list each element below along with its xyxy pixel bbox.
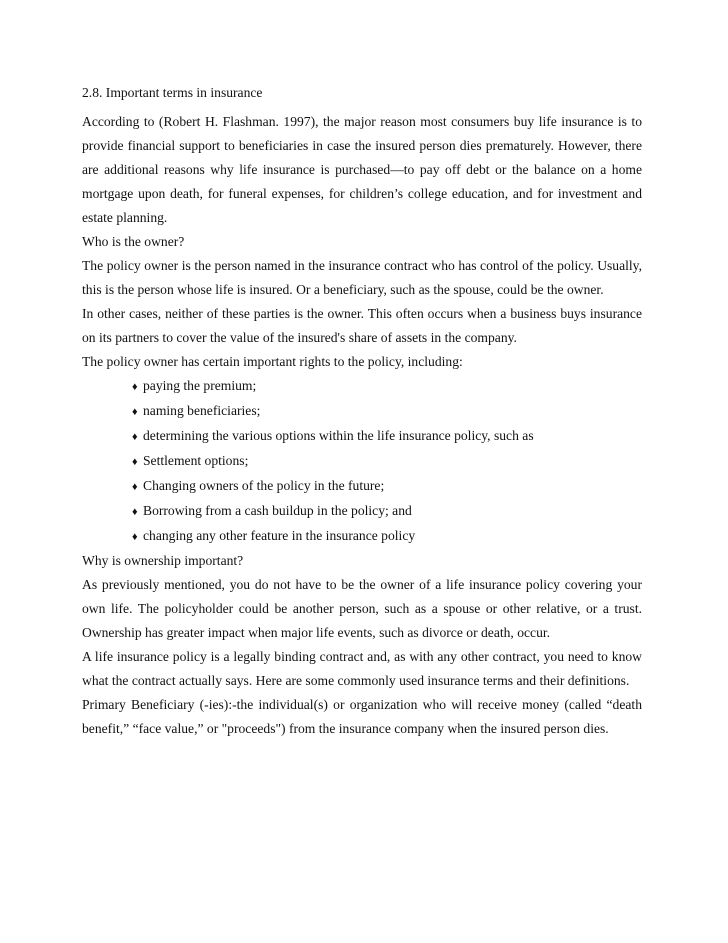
list-item-text: naming beneficiaries;: [143, 403, 261, 418]
paragraph-primary-beneficiary: Primary Beneficiary (-ies):-the individual(s) or organization who will receive money (called “death benefit,” “face value,” or "proceeds") from the insurance company when the insured person dies.: [82, 697, 642, 736]
paragraph-flashman-intro: According to (Robert H. Flashman. 1997), the major reason most consumers buy life insurance is to provide financial support to beneficiaries in case the insured person dies prematurely. However, there are additional reasons why life insurance is purchased—to pay off debt or the balance on a home mortgage upon death, for funeral expenses, for children’s college education, and for investment and estate planning.: [82, 114, 642, 225]
subheading-who-is-owner: Who is the owner?: [82, 234, 185, 249]
document-body: [82, 81, 642, 741]
paragraph-owner-rights: The policy owner has certain important rights to the policy, including:: [82, 354, 463, 369]
paragraph-policy-owner: The policy owner is the person named in the insurance contract who has control of the policy. Usually, this is the person whose life is insured. Or a beneficiary, such as the spouse, could be the owner.: [82, 258, 642, 297]
diamond-bullet-icon: ♦: [132, 431, 138, 443]
diamond-bullet-icon: ♦: [132, 381, 138, 393]
list-item: [82, 474, 642, 499]
list-item: [82, 399, 642, 424]
list-item-text: Settlement options;: [143, 453, 249, 468]
list-item: [82, 374, 642, 399]
diamond-bullet-icon: ♦: [132, 506, 138, 518]
list-item: [82, 524, 642, 549]
list-item-text: determining the various options within the life insurance policy, such as: [143, 428, 534, 443]
list-item-text: Borrowing from a cash buildup in the policy; and: [143, 503, 412, 518]
owner-rights-list: [82, 374, 642, 549]
section-heading: 2.8. Important terms in insurance: [82, 85, 263, 100]
paragraph-previously-mentioned: As previously mentioned, you do not have to be the owner of a life insurance policy covering your own life. The policyholder could be another person, such as a spouse or other relative, or a trust. Ownership has greater impact when major life events, such as divorce or death, occur.: [82, 577, 642, 640]
list-item-text: Changing owners of the policy in the future;: [143, 478, 385, 493]
diamond-bullet-icon: ♦: [132, 406, 138, 418]
list-item: [82, 424, 642, 449]
list-item: [82, 449, 642, 474]
subheading-ownership-important: Why is ownership important?: [82, 553, 244, 568]
diamond-bullet-icon: ♦: [132, 531, 138, 543]
list-item-text: paying the premium;: [143, 378, 257, 393]
diamond-bullet-icon: ♦: [132, 456, 138, 468]
diamond-bullet-icon: ♦: [132, 481, 138, 493]
list-item: [82, 499, 642, 524]
paragraph-other-cases: In other cases, neither of these parties is the owner. This often occurs when a business buys insurance on its partners to cover the value of the insured's share of assets in the company.: [82, 306, 642, 345]
list-item-text: changing any other feature in the insurance policy: [143, 528, 416, 543]
paragraph-legally-binding: A life insurance policy is a legally binding contract and, as with any other contract, you need to know what the contract actually says. Here are some commonly used insurance terms and their definitions.: [82, 649, 642, 688]
